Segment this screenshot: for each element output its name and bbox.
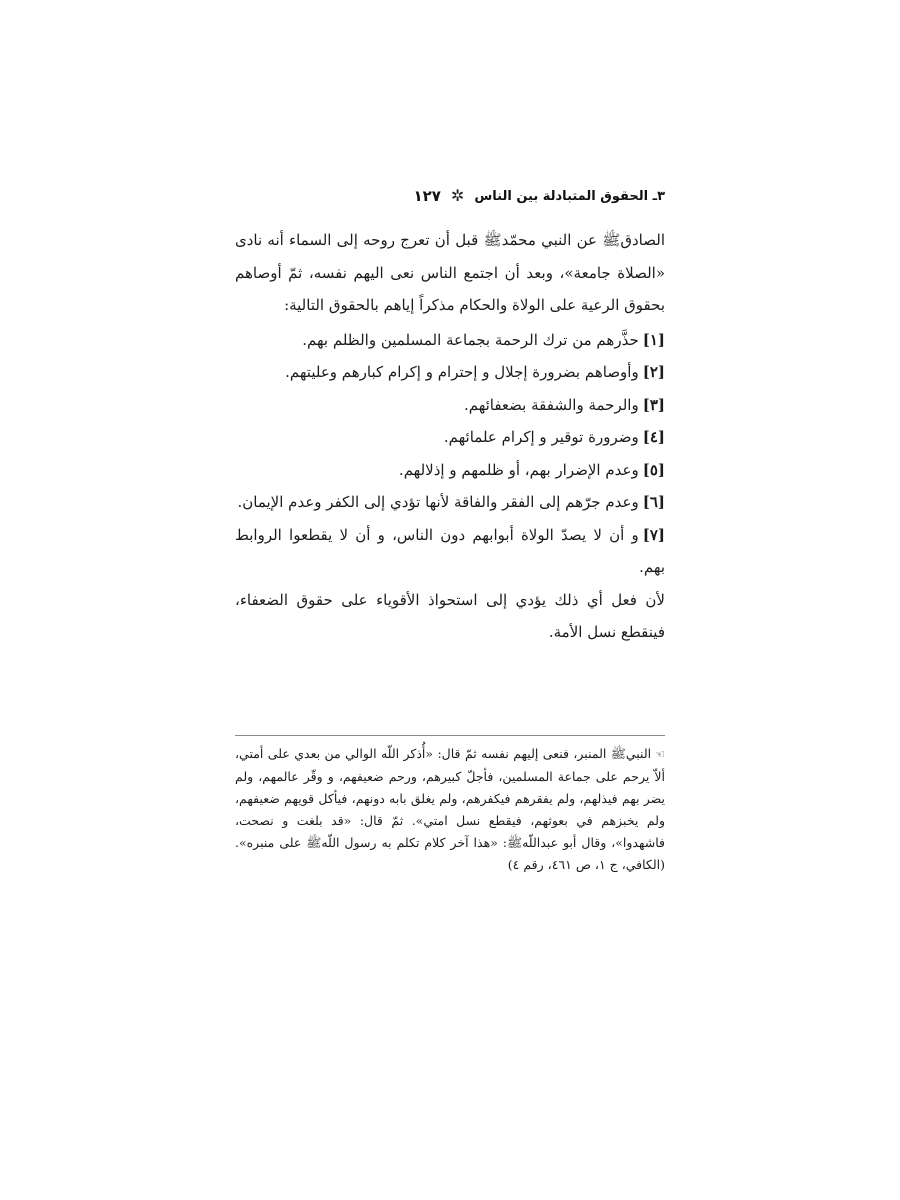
item-text: وضرورة توقير و إكرام علمائهم.	[443, 428, 639, 446]
rights-list	[235, 324, 665, 584]
page-number: ١٢٧	[413, 187, 441, 205]
item-number: [٢]	[642, 363, 665, 381]
list-item	[235, 486, 665, 519]
list-item	[235, 519, 665, 584]
pointing-hand-icon: ☜	[655, 748, 665, 761]
item-text: حذَّرهم من ترك الرحمة بجماعة المسلمين والظلم بهم.	[302, 330, 639, 349]
item-number: [٣]	[642, 395, 665, 414]
item-number: [٥]	[642, 460, 665, 479]
item-number: [٦]	[642, 493, 665, 511]
conclusion-paragraph: لأن فعل أي ذلك يؤدي إلى استحواذ الأقوياء على حقوق الضعفاء، فينقطع نسل الأمة.	[235, 590, 665, 641]
list-item	[235, 454, 665, 487]
item-number: [٧]	[642, 525, 665, 544]
list-item	[235, 389, 665, 422]
main-text	[235, 224, 665, 649]
item-text: والرحمة والشفقة بضعفائهم.	[463, 395, 639, 414]
flower-ornament-icon: ✲	[450, 186, 465, 205]
item-text: وعدم الإضرار بهم، أو ظلمهم و إذلالهم.	[398, 460, 639, 479]
item-text: وعدم جرّهم إلى الفقر والفاقة لأنها تؤدي إلى الكفر وعدم الإيمان.	[237, 493, 639, 511]
item-text: وأوصاهم بضرورة إجلال و إحترام و إكرام كبارهم وعليتهم.	[285, 363, 639, 381]
item-text: و أن لا يصدّ الولاة أبوابهم دون الناس، و أن لا يقطعوا الروابط بهم.	[235, 525, 665, 576]
list-item	[235, 324, 665, 357]
page-header	[235, 183, 665, 209]
footnote-divider	[235, 735, 665, 736]
list-item	[235, 356, 665, 389]
intro-paragraph: الصادقﷺ عن النبي محمّدﷺ قبل أن تعرج روحه إلى السماء أنه نادى «الصلاة جامعة»، وبعد أن اجتمع الناس نعى اليهم نفسه، ثمّ أوصاهم بحقوق الرعية على الولاة والحكام مذكراً إياهم بالحقوق التالية:	[235, 231, 665, 314]
list-item	[235, 421, 665, 454]
chapter-title: ٣ـ الحقوق المتبادلة بين الناس	[474, 188, 665, 204]
footnote	[235, 743, 665, 876]
footnote-paragraph	[235, 743, 665, 876]
item-number: [١]	[642, 330, 665, 349]
footnote-text: النبيﷺ المنبر، فنعى إليهم نفسه ثمّ قال: «أُذكر اللّه الوالي من بعدي على أمتي، ألاّ يرحم على جماعة المسلمين، فأجلّ كبيرهم، ورحم ضعيفهم، و وقّر عالمهم، ولم يضر بهم فيذلهم، ولم يفقرهم فيكفرهم، ولم يغلق بابه دونهم، فيأكل قويهم ضعيفهم، ولم يخبزهم في بعوثهم، فيقطع نسل امتي». ثمّ قال: «قد بلغت و نصحت، فاشهدوا»، وقال أبو عبداللّهﷺ: «هذا آخر كلام تكلم به رسول اللّهﷺ على منبره». (الكافي، ج ١، ص ٤٦١، رقم ٤)	[235, 746, 665, 872]
item-number: [٤]	[642, 428, 665, 446]
